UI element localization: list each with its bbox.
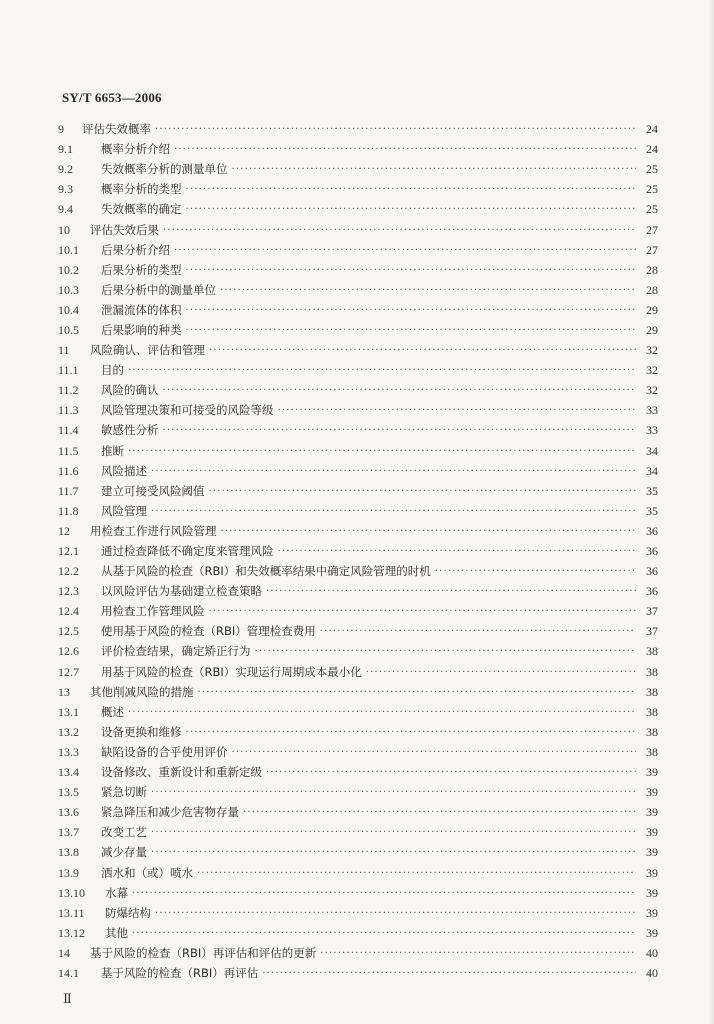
toc-entry-page: 36	[646, 523, 658, 538]
toc-entry-number: 13.9	[58, 865, 79, 880]
toc-entry-number: 11.6	[58, 463, 79, 478]
toc-entry-number: 13.11	[58, 905, 85, 920]
toc-entry-page: 38	[646, 684, 658, 699]
toc-entry-page: 39	[646, 785, 658, 800]
toc-entry-number: 12	[58, 523, 70, 538]
toc-entry	[58, 340, 658, 360]
toc-entry-number: 9.4	[58, 202, 73, 217]
toc-entry-page: 27	[646, 242, 658, 257]
toc-entry	[58, 722, 658, 742]
toc-entry-number: 13.7	[58, 825, 79, 840]
toc-entry	[58, 320, 658, 340]
toc-entry-title: 目的	[101, 363, 124, 378]
toc-entry	[58, 260, 658, 280]
toc-dot-leader	[186, 179, 637, 199]
toc-dot-leader	[151, 782, 636, 802]
toc-entry-title: 风险的确认	[101, 383, 159, 398]
toc-entry-page: 33	[646, 403, 658, 418]
toc-entry-page: 39	[646, 765, 658, 780]
toc-entry-title: 后果分析的类型	[101, 262, 182, 277]
toc-entry	[58, 561, 658, 581]
toc-entry-page: 39	[646, 845, 658, 860]
toc-entry-title: 敏感性分析	[101, 423, 159, 438]
toc-entry	[58, 360, 658, 380]
toc-entry	[58, 601, 658, 621]
toc-entry-number: 9.1	[58, 142, 73, 157]
toc-entry-page: 36	[646, 584, 658, 599]
toc-entry	[58, 782, 658, 802]
toc-dot-leader	[186, 722, 637, 742]
toc-entry-title: 通过检查降低不确定度来管理风险	[101, 544, 274, 559]
toc-entry-number: 11	[58, 343, 70, 358]
toc-entry-page: 28	[646, 262, 658, 277]
toc-entry-title: 以风险评估为基础建立检查策略	[101, 584, 262, 599]
toc-entry	[58, 501, 658, 521]
toc-dot-leader	[151, 842, 636, 862]
toc-entry-page: 25	[646, 162, 658, 177]
toc-dot-leader	[128, 702, 636, 722]
toc-entry-page: 39	[646, 865, 658, 880]
toc-entry-number: 9.3	[58, 182, 73, 197]
toc-entry-number: 11.4	[58, 423, 79, 438]
toc-entry-title: 水幕	[105, 885, 128, 900]
toc-entry-page: 39	[646, 825, 658, 840]
toc-entry	[58, 682, 658, 702]
toc-dot-leader	[262, 963, 636, 983]
toc-entry-number: 10.4	[58, 302, 79, 317]
toc-entry-page: 39	[646, 885, 658, 900]
toc-entry	[58, 481, 658, 501]
toc-entry-number: 12.2	[58, 564, 79, 579]
toc-entry-number: 12.7	[58, 664, 79, 679]
toc-entry-number: 13.3	[58, 744, 79, 759]
toc-entry-page: 34	[646, 463, 658, 478]
toc-entry-title: 建立可接受风险阈值	[101, 483, 205, 498]
toc-entry-title: 用检查工作进行风险管理	[90, 523, 217, 538]
toc-entry-title: 后果分析中的测量单位	[101, 282, 216, 297]
toc-entry-page: 38	[646, 644, 658, 659]
toc-entry-page: 40	[646, 945, 658, 960]
toc-entry-title: 概率分析介绍	[101, 142, 170, 157]
toc-entry-title: 推断	[101, 443, 124, 458]
toc-dot-leader	[151, 822, 636, 842]
toc-entry-page: 32	[646, 363, 658, 378]
standard-code: SY/T 6653—2006	[62, 90, 162, 105]
toc-entry-title: 紧急切断	[101, 785, 147, 800]
toc-entry-page: 34	[646, 443, 658, 458]
toc-entry-number: 9.2	[58, 162, 73, 177]
toc-entry	[58, 280, 658, 300]
toc-entry-title: 后果分析介绍	[101, 242, 170, 257]
toc-entry-page: 38	[646, 704, 658, 719]
toc-entry-title: 风险确认、评估和管理	[90, 343, 205, 358]
toc-entry-title: 失效概率的确定	[101, 202, 182, 217]
toc-entry-title: 紧急降压和减少危害物存量	[101, 805, 239, 820]
table-of-contents	[58, 119, 658, 983]
toc-entry	[58, 862, 658, 882]
toc-dot-leader	[209, 340, 636, 360]
toc-dot-leader	[266, 581, 636, 601]
toc-entry-number: 11.7	[58, 483, 79, 498]
toc-entry-title: 用检查工作管理风险	[101, 604, 205, 619]
toc-entry-title: 泄漏流体的体积	[101, 302, 182, 317]
toc-entry	[58, 119, 658, 139]
toc-entry	[58, 923, 658, 943]
toc-entry-title: 从基于风险的检查（RBI）和失效概率结果中确定风险管理的时机	[101, 564, 431, 579]
toc-entry-title: 概述	[101, 704, 124, 719]
toc-entry-page: 29	[646, 302, 658, 317]
toc-entry-title: 概率分析的类型	[101, 182, 182, 197]
toc-entry-title: 其他	[105, 925, 128, 940]
toc-entry	[58, 541, 658, 561]
toc-entry-title: 风险管理	[101, 503, 147, 518]
toc-entry-title: 评估失效概率	[82, 122, 151, 137]
toc-dot-leader	[155, 903, 636, 923]
toc-entry	[58, 762, 658, 782]
toc-entry-number: 10.3	[58, 282, 79, 297]
toc-entry-number: 13.12	[58, 925, 85, 940]
toc-entry-number: 10	[58, 222, 70, 237]
scan-edge-shadow	[708, 0, 714, 1024]
toc-entry-number: 12.4	[58, 604, 79, 619]
toc-entry	[58, 199, 658, 219]
toc-dot-leader	[186, 199, 637, 219]
toc-dot-leader	[320, 621, 636, 641]
toc-dot-leader	[320, 943, 636, 963]
toc-entry	[58, 400, 658, 420]
toc-entry-page: 36	[646, 564, 658, 579]
toc-entry-number: 13.8	[58, 845, 79, 860]
toc-dot-leader	[197, 863, 636, 883]
toc-entry-title: 洒水和（或）喷水	[101, 865, 193, 880]
toc-entry	[58, 219, 658, 239]
toc-dot-leader	[132, 883, 636, 903]
toc-entry-page: 37	[646, 624, 658, 639]
toc-dot-leader	[186, 300, 637, 320]
toc-dot-leader	[278, 541, 637, 561]
toc-entry-title: 风险描述	[101, 463, 147, 478]
toc-entry-number: 9	[58, 122, 64, 137]
toc-entry-number: 12.3	[58, 584, 79, 599]
toc-dot-leader	[220, 280, 636, 300]
toc-dot-leader	[255, 641, 637, 661]
toc-entry-number: 11.1	[58, 363, 79, 378]
toc-entry	[58, 641, 658, 661]
toc-dot-leader	[435, 561, 636, 581]
toc-dot-leader	[198, 682, 637, 702]
toc-entry-title: 减少存量	[101, 845, 147, 860]
toc-entry	[58, 420, 658, 440]
toc-entry-number: 13.1	[58, 704, 79, 719]
toc-entry-title: 评价检查结果，确定矫正行为	[101, 644, 251, 659]
toc-entry	[58, 883, 658, 903]
toc-entry-title: 设备修改、重新设计和重新定级	[101, 765, 262, 780]
toc-entry-page: 35	[646, 503, 658, 518]
toc-dot-leader	[163, 220, 636, 240]
toc-entry-number: 13	[58, 684, 70, 699]
toc-entry	[58, 621, 658, 641]
toc-dot-leader	[174, 139, 636, 159]
toc-entry-title: 改变工艺	[101, 825, 147, 840]
toc-entry-number: 11.5	[58, 443, 79, 458]
toc-entry	[58, 963, 658, 983]
toc-entry	[58, 139, 658, 159]
toc-entry-page: 37	[646, 604, 658, 619]
toc-entry	[58, 581, 658, 601]
toc-entry-title: 风险管理决策和可接受的风险等级	[101, 403, 274, 418]
toc-entry-page: 35	[646, 483, 658, 498]
toc-entry-page: 40	[646, 965, 658, 980]
toc-dot-leader	[278, 400, 637, 420]
toc-dot-leader	[209, 601, 637, 621]
toc-entry	[58, 903, 658, 923]
toc-entry-page: 38	[646, 724, 658, 739]
toc-entry	[58, 159, 658, 179]
toc-dot-leader	[243, 802, 636, 822]
toc-entry-number: 11.2	[58, 383, 79, 398]
toc-dot-leader	[128, 360, 636, 380]
toc-entry-page: 33	[646, 423, 658, 438]
toc-entry	[58, 842, 658, 862]
toc-dot-leader	[221, 521, 637, 541]
toc-entry-page: 39	[646, 805, 658, 820]
toc-dot-leader	[151, 461, 636, 481]
toc-entry-title: 缺陷设备的合乎使用评价	[101, 744, 228, 759]
toc-entry-title: 评估失效后果	[90, 222, 159, 237]
toc-entry	[58, 380, 658, 400]
toc-entry-number: 13.2	[58, 724, 79, 739]
toc-entry-title: 用基于风险的检查（RBI）实现运行周期成本最小化	[101, 664, 362, 679]
toc-entry-number: 10.1	[58, 242, 79, 257]
toc-entry-number: 10.5	[58, 322, 79, 337]
toc-entry-title: 其他削减风险的措施	[90, 684, 194, 699]
toc-entry-page: 24	[646, 142, 658, 157]
toc-entry-page: 28	[646, 282, 658, 297]
toc-entry-page: 39	[646, 925, 658, 940]
toc-entry-number: 13.10	[58, 885, 85, 900]
toc-dot-leader	[186, 260, 637, 280]
toc-entry-page: 36	[646, 544, 658, 559]
toc-entry-page: 38	[646, 664, 658, 679]
toc-dot-leader	[186, 320, 637, 340]
toc-entry-page: 25	[646, 202, 658, 217]
toc-dot-leader	[366, 662, 636, 682]
toc-entry-number: 13.6	[58, 805, 79, 820]
toc-entry-page: 27	[646, 222, 658, 237]
toc-dot-leader	[232, 159, 637, 179]
toc-entry-number: 12.1	[58, 544, 79, 559]
toc-entry-number: 11.3	[58, 403, 79, 418]
toc-dot-leader	[132, 923, 636, 943]
toc-entry-title: 失效概率分析的测量单位	[101, 162, 228, 177]
toc-entry-title: 使用基于风险的检查（RBI）管理检查费用	[101, 624, 316, 639]
toc-entry-title: 防爆结构	[105, 905, 151, 920]
toc-entry	[58, 802, 658, 822]
toc-entry-number: 13.4	[58, 765, 79, 780]
toc-dot-leader	[163, 420, 637, 440]
toc-entry	[58, 943, 658, 963]
toc-entry	[58, 179, 658, 199]
toc-entry-page: 32	[646, 343, 658, 358]
toc-dot-leader	[151, 501, 636, 521]
toc-dot-leader	[155, 119, 636, 139]
toc-entry-title: 基于风险的检查（RBI）再评估	[101, 965, 259, 980]
toc-entry	[58, 240, 658, 260]
toc-dot-leader	[163, 380, 637, 400]
toc-entry-page: 39	[646, 905, 658, 920]
toc-entry	[58, 521, 658, 541]
toc-entry-number: 10.2	[58, 262, 79, 277]
toc-entry	[58, 461, 658, 481]
toc-entry	[58, 742, 658, 762]
toc-entry	[58, 822, 658, 842]
toc-entry-page: 25	[646, 182, 658, 197]
toc-entry-number: 12.6	[58, 644, 79, 659]
toc-entry-page: 38	[646, 744, 658, 759]
toc-entry-title: 基于风险的检查（RBI）再评估和评估的更新	[90, 945, 317, 960]
toc-entry-page: 24	[646, 122, 658, 137]
toc-dot-leader	[174, 240, 636, 260]
toc-entry-page: 32	[646, 383, 658, 398]
toc-entry	[58, 662, 658, 682]
toc-entry-number: 11.8	[58, 503, 79, 518]
page-number: Ⅱ	[63, 991, 72, 1006]
toc-entry-number: 14.1	[58, 965, 79, 980]
toc-entry	[58, 702, 658, 722]
toc-entry	[58, 300, 658, 320]
toc-dot-leader	[266, 762, 636, 782]
toc-entry	[58, 441, 658, 461]
toc-entry-number: 12.5	[58, 624, 79, 639]
toc-entry-title: 设备更换和维修	[101, 724, 182, 739]
toc-dot-leader	[128, 441, 636, 461]
toc-entry-title: 后果影响的种类	[101, 322, 182, 337]
toc-entry-number: 13.5	[58, 785, 79, 800]
toc-dot-leader	[209, 481, 637, 501]
toc-dot-leader	[232, 742, 637, 762]
toc-entry-page: 29	[646, 322, 658, 337]
toc-entry-number: 14	[58, 945, 70, 960]
